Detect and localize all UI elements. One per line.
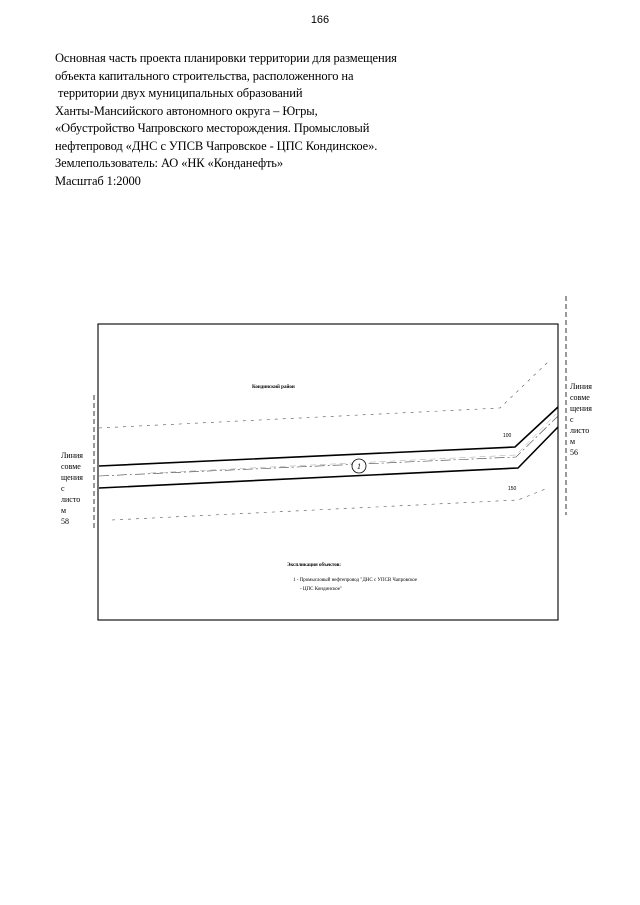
right-match-line-label (570, 381, 592, 458)
header-line: Землепользователь: АО «НК «Конданефть» (55, 156, 284, 170)
header-line: Ханты-Мансийского автономного округа – Югры, (55, 103, 318, 118)
left-match-line-label (61, 450, 83, 527)
station-label-lower: 150 (508, 486, 517, 492)
pipeline-axis (99, 416, 558, 476)
match-line-text: 56 (570, 448, 578, 457)
corridor-line-upper (99, 407, 558, 466)
match-line-text: м (61, 506, 67, 515)
match-line-text: м (570, 437, 576, 446)
match-line-text: с (570, 415, 574, 424)
match-line-text: листо (61, 495, 81, 504)
match-line-text: Линия (570, 382, 592, 391)
boundary-line-lower (112, 488, 548, 520)
header-line: объекта капитального строительства, расположенного на (55, 68, 354, 83)
header-line: нефтепровод «ДНС с УПСВ Чапровское - ЦПС Кондинское». (55, 138, 378, 153)
legend-title: Экспликация объектов: (287, 563, 341, 568)
header-line: Основная часть проекта планировки территории для размещения (55, 51, 397, 65)
map-frame (98, 324, 558, 620)
match-line-text: совме (570, 393, 590, 402)
object-number: 1 (357, 462, 361, 471)
page-number: 166 (310, 14, 330, 26)
match-line-text: совме (61, 462, 81, 471)
boundary-line-upper (99, 362, 548, 428)
match-line-text: щения (570, 404, 592, 413)
match-line-text: щения (61, 473, 83, 482)
match-line-text: листо (570, 426, 590, 435)
scale-line: Масштаб 1:2000 (55, 173, 141, 188)
match-line-text: 58 (61, 517, 69, 526)
header-line: «Обустройство Чапровского месторождения. Промысловый (55, 121, 370, 135)
legend-item: 1 - Промысловый нефтепровод "ДНС с УПСВ Чапровское (293, 578, 418, 583)
legend-item-cont: - ЦПС Кондинское" (300, 587, 343, 592)
header-line: территории двух муниципальных образований (55, 86, 303, 100)
match-line-text: с (61, 484, 65, 493)
match-line-text: Линия (61, 451, 83, 460)
station-label-upper: 100 (503, 433, 512, 439)
corridor-line-lower (99, 427, 558, 488)
district-label: Кондинский район (252, 385, 295, 390)
